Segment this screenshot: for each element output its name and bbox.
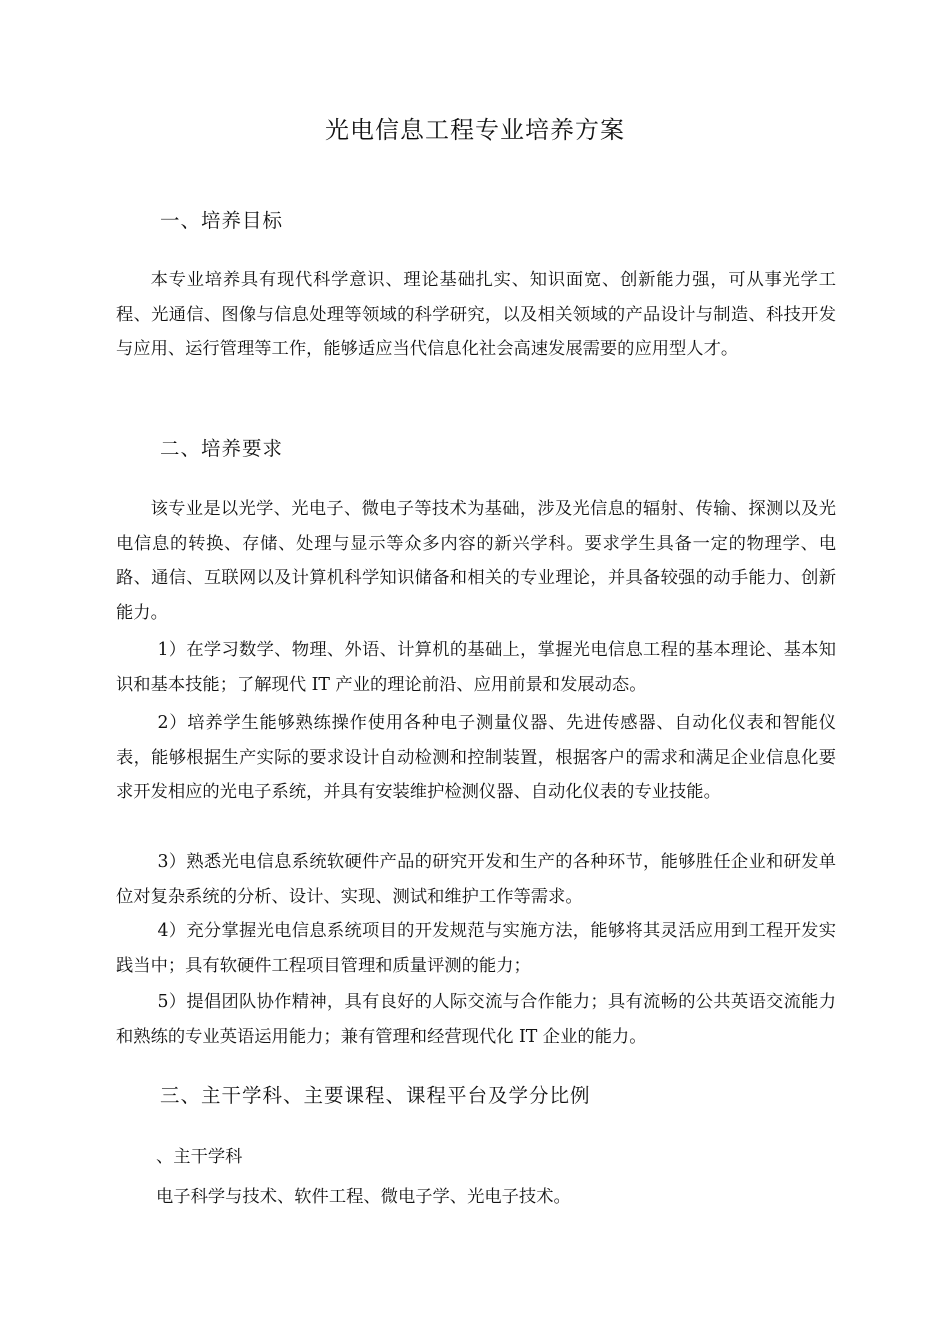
section-heading-requirements: 二、培养要求 bbox=[160, 437, 284, 460]
requirement-item-3: 3）熟悉光电信息系统软硬件产品的研究开发和生产的各种环节，能够胜任企业和研发单位对复杂系统的分析、设计、实现、测试和维护工作等需求。 bbox=[116, 852, 836, 907]
requirements-intro: 该专业是以光学、光电子、微电子等技术为基础，涉及光信息的辐射、传输、探测以及光电信息的转换、存储、处理与显示等众多内容的新兴学科。要求学生具备一定的物理学、电路、通信、互联网以及计算机科学知识储备和相关的专业理论，并具备较强的动手能力、创新能力。 bbox=[116, 499, 836, 623]
requirement-item-2: 2）培养学生能够熟练操作使用各种电子测量仪器、先进传感器、自动化仪表和智能仪表，能够根据生产实际的要求设计自动检测和控制装置，根据客户的需求和满足企业信息化要求开发相应的光电子系统，并具有安装维护检测仪器、自动化仪表的专业技能。 bbox=[116, 713, 836, 802]
requirement-item-1: 1）在学习数学、物理、外语、计算机的基础上，掌握光电信息工程的基本理论、基本知识和基本技能；了解现代 IT 产业的理论前沿、应用前景和发展动态。 bbox=[116, 640, 836, 695]
requirement-item-4: 4）充分掌握光电信息系统项目的开发规范与实施方法，能够将其灵活应用到工程开发实践当中；具有软硬件工程项目管理和质量评测的能力； bbox=[116, 921, 836, 976]
subheading-main-disciplines: 、主干学科 bbox=[156, 1147, 243, 1167]
objectives-paragraph: 本专业培养具有现代科学意识、理论基础扎实、知识面宽、创新能力强，可从事光学工程、光通信、图像与信息处理等领域的科学研究，以及相关领域的产品设计与制造、科技开发与应用、运行管理等工作，能够适应当代信息化社会高速发展需要的应用型人才。 bbox=[116, 270, 836, 359]
section-heading-objectives: 一、培养目标 bbox=[160, 209, 284, 232]
requirement-item-5: 5）提倡团队协作精神，具有良好的人际交流与合作能力；具有流畅的公共英语交流能力和熟练的专业英语运用能力；兼有管理和经营现代化 IT 企业的能力。 bbox=[116, 992, 836, 1047]
main-disciplines-paragraph: 电子科学与技术、软件工程、微电子学、光电子技术。 bbox=[156, 1187, 571, 1207]
document-title: 光电信息工程专业培养方案 bbox=[325, 116, 625, 144]
section-heading-disciplines: 三、主干学科、主要课程、课程平台及学分比例 bbox=[160, 1084, 591, 1107]
